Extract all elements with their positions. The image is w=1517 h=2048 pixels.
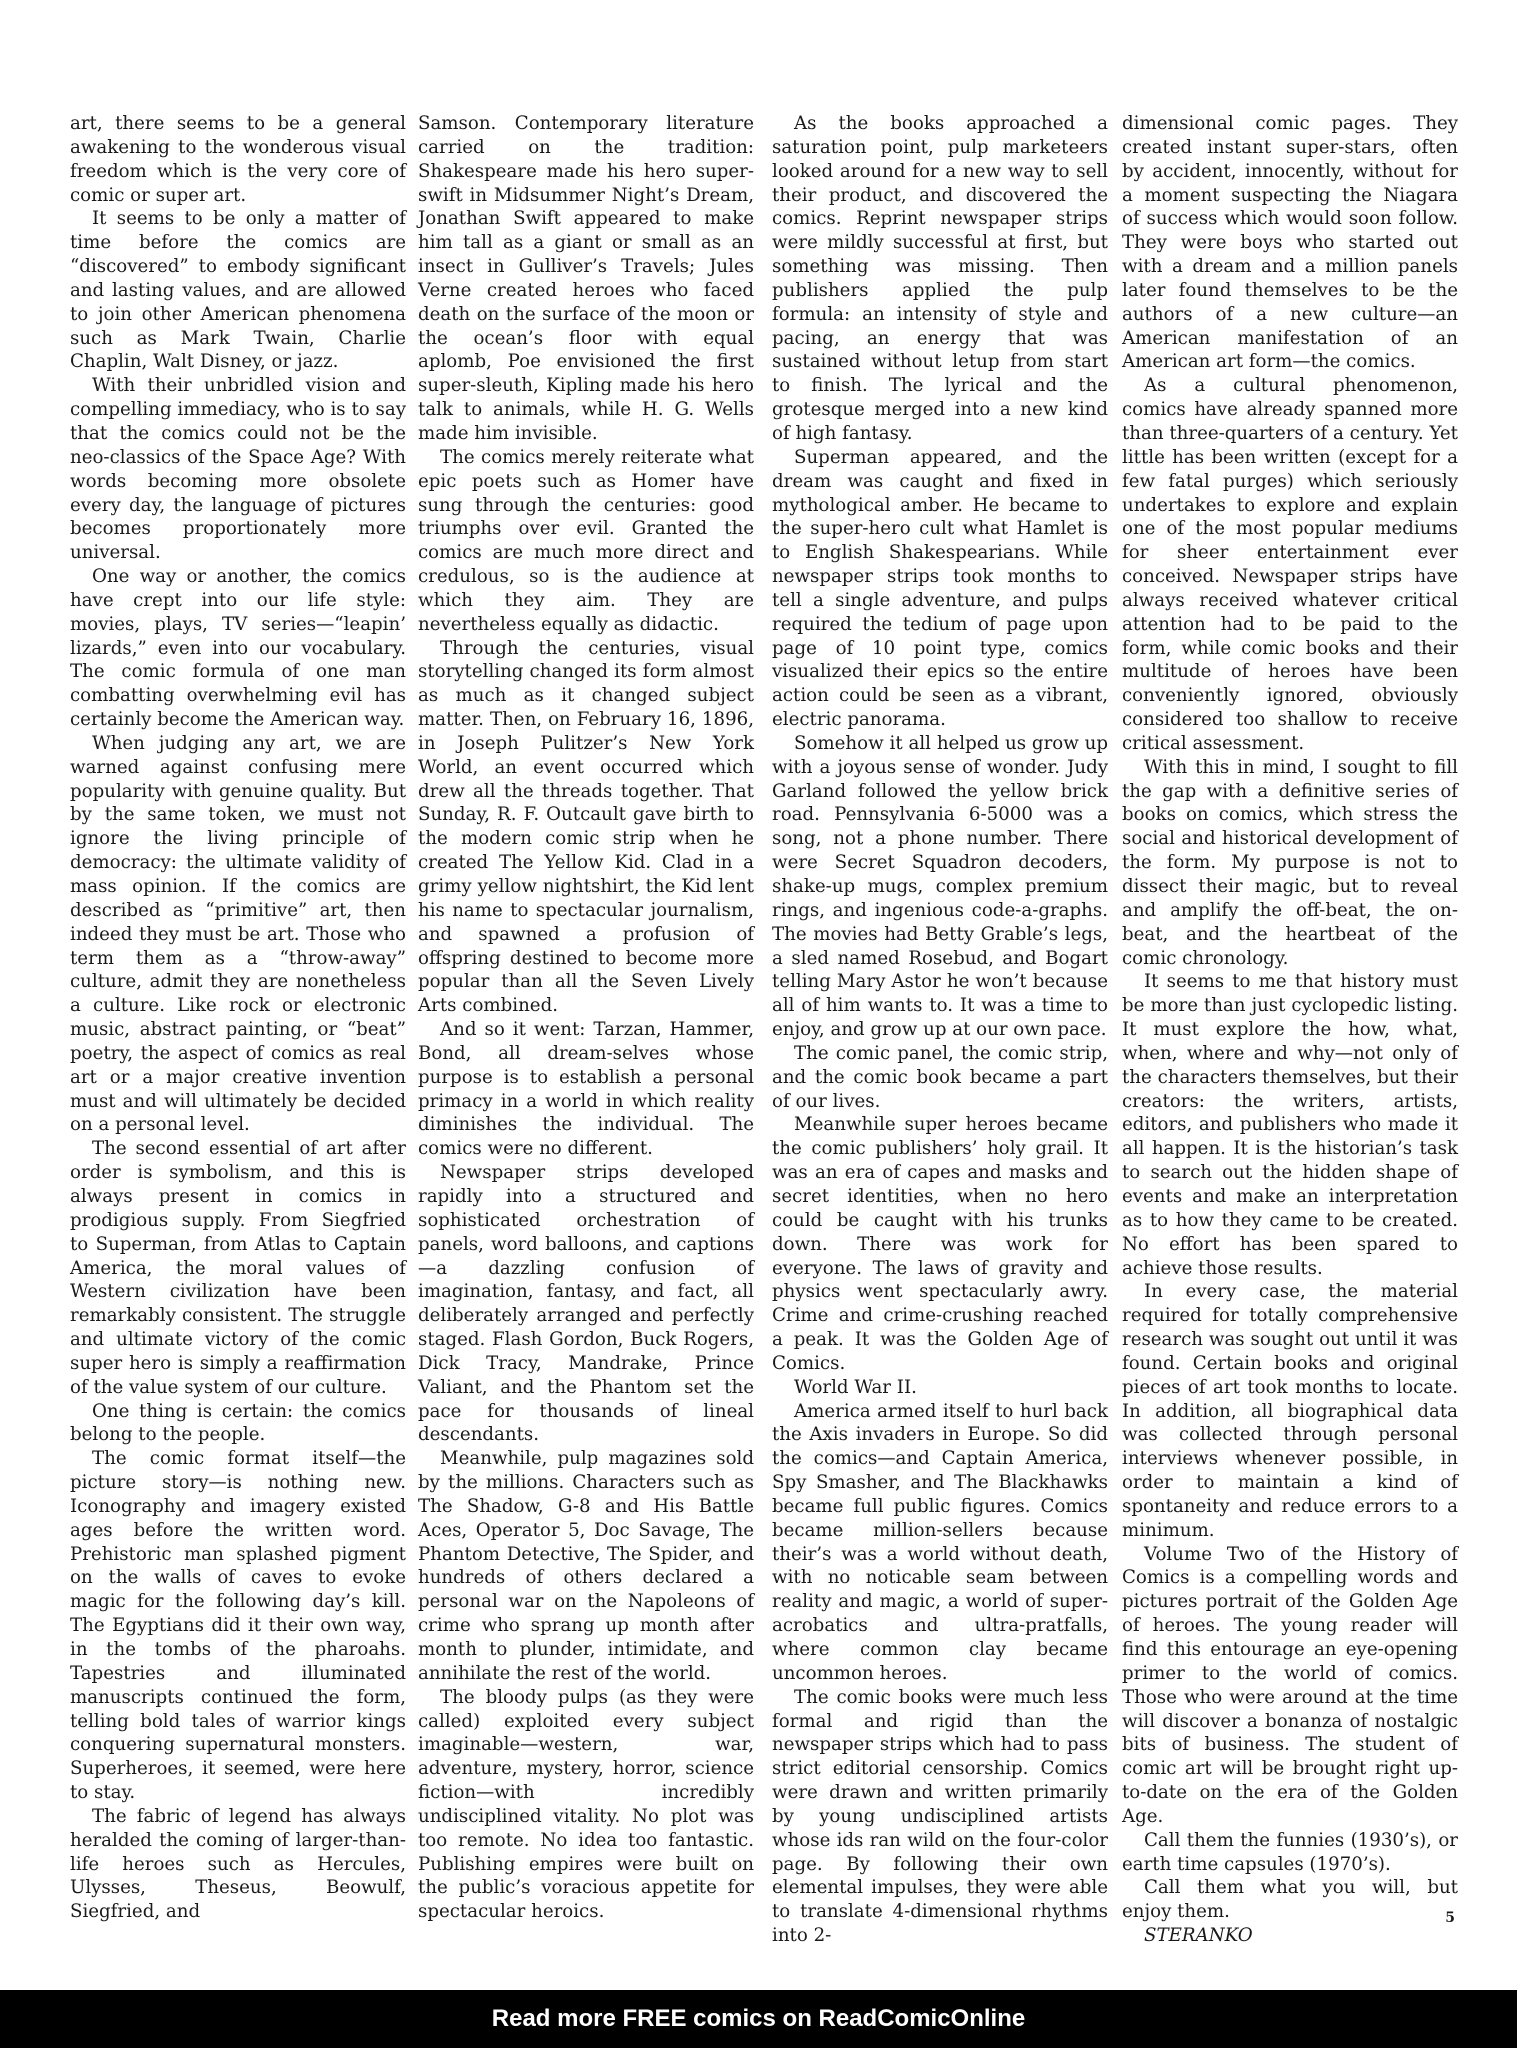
text-column-3 bbox=[772, 112, 1108, 1948]
paragraph: art, there seems to be a general awakening to the wonderous visual freedom which is the very core of comic or super art. bbox=[70, 113, 406, 206]
page-number: 5 bbox=[1445, 1910, 1455, 1926]
paragraph: With this in mind, I sought to fill the gap with a definitive series of books on comics, which stress the social and historical development of the form. My purpose is not to dissect their magic, but to reveal and amplify the off-beat, the on-beat, and the heartbeat of the comic chronology. bbox=[1122, 756, 1458, 969]
paragraph: Samson. Contemporary literature carried on the tradition: Shakespeare made his hero super-swift in Midsummer Night’s Dream, Jonathan Swift appeared to make him tall as a giant or small as an insect in Gulliver’s Travels; Jules Verne created heroes who faced death on the surface of the moon or the ocean’s floor with equal aplomb, Poe envisioned the first super-sleuth, Kipling made his hero talk to animals, while H. G. Wells made him invisible. bbox=[418, 113, 754, 444]
paragraph: America armed itself to hurl back the Axis invaders in Europe. So did the comics—and Captain America, Spy Smasher, and The Blackhawks became full public figures. Comics became million-sellers because their’s was a world without death, with no noticable seam between reality and magic, a world of super-acrobatics and ultra-pratfalls, where common clay became uncommon heroes. bbox=[772, 1400, 1108, 1684]
text-column-4 bbox=[1122, 112, 1458, 1948]
paragraph: dimensional comic pages. They created instant super-stars, often by accident, innocently, without for a moment suspecting the Niagara of success which would soon follow. They were boys who started out with a dream and a million panels later found themselves to be the authors of a new culture—an American manifestation of an American art form—the comics. bbox=[1122, 113, 1458, 373]
author-signature: STERANKO bbox=[1144, 1925, 1253, 1947]
text-column-2 bbox=[418, 112, 754, 1924]
paragraph: Superman appeared, and the dream was caught and fixed in mythological amber. He became to the super-hero cult what Hamlet is to English Shakespearians. While newspaper strips took months to tell a single adventure, and pulps required the tedium of page upon page of 10 point type, comics visualized their epics so the entire action could be seen as a vibrant, electric panorama. bbox=[772, 446, 1108, 731]
paragraph: In every case, the material required for totally comprehensive research was sought out until it was found. Certain books and original pieces of art took months to locate. In addition, all biographical data was collected through personal interviews whenever possible, in order to maintain a kind of spontaneity and reduce errors to a minimum. bbox=[1122, 1281, 1458, 1541]
paragraph: Meanwhile super heroes became the comic publishers’ holy grail. It was an era of capes and masks and secret identities, when no hero could be caught with his trunks down. There was work for everyone. The laws of gravity and physics went spectacularly awry. Crime and crime-crushing reached a peak. It was the Golden Age of Comics. bbox=[772, 1114, 1108, 1374]
paragraph: Call them what you will, but enjoy them. bbox=[1122, 1877, 1458, 1923]
paragraph: Newspaper strips developed rapidly into a structured and sophisticated orchestration of panels, word balloons, and captions—a dazzling confusion of imagination, fantasy, and fact, all deliberately arranged and perfectly staged. Flash Gordon, Buck Rogers, Dick Tracy, Mandrake, Prince Valiant, and the Phantom set the pace for thousands of lineal descendants. bbox=[418, 1162, 754, 1446]
paragraph: Somehow it all helped us grow up with a joyous sense of wonder. Judy Garland followed the yellow brick road. Pennsylvania 6-5000 was a song, not a phone number. There were Secret Squadron decoders, shake-up mugs, complex premium rings, and ingenious code-a-graphs. The movies had Betty Grable’s legs, a sled named Rosebud, and Bogart telling Mary Astor he won’t because all of him wants to. It was a time to enjoy, and grow up at our own pace. bbox=[772, 732, 1108, 1041]
paragraph: The comic panel, the comic strip, and the comic book became a part of our lives. bbox=[772, 1042, 1108, 1112]
paragraph: With their unbridled vision and compelling immediacy, who is to say that the comics could not be the neo-classics of the Space Age? With words becoming more obsolete every day, the language of pictures becomes proportionately more universal. bbox=[70, 375, 406, 564]
paragraph: When judging any art, we are warned against confusing mere popularity with genuine quality. But by the same token, we must not ignore the living principle of democracy: the ultimate validity of mass opinion. If the comics are described as “primitive” art, then indeed they must be art. Those who term them as a “throw-away” culture, admit they are nonetheless a culture. Like rock or electronic music, abstract painting, or “beat” poetry, the aspect of comics as real art or a major creative invention must and will ultimately be decided on a personal level. bbox=[70, 732, 406, 1136]
paragraph: Through the centuries, visual storytelling changed its form almost as much as it changed subject matter. Then, on February 16, 1896, in Joseph Pulitzer’s New York World, an event occurred which drew all the threads together. That Sunday, R. F. Outcault gave birth to the modern comic strip when he created The Yellow Kid. Clad in a grimy yellow nightshirt, the Kid lent his name to spectacular journalism, and spawned a profusion of offspring destined to become more popular than all the Seven Lively Arts combined. bbox=[418, 637, 754, 1017]
paragraph: Volume Two of the History of Comics is a compelling words and pictures portrait of the Golden Age of heroes. The young reader will find this entourage an eye-opening primer to the world of comics. Those who were around at the time will discover a bonanza of nostalgic bits of business. The student of comic art will be brought right up-to-date on the era of the Golden Age. bbox=[1122, 1543, 1458, 1827]
footer-banner[interactable] bbox=[0, 1990, 1517, 2048]
paragraph: World War II. bbox=[794, 1376, 917, 1398]
text-column-1 bbox=[70, 112, 406, 1924]
paragraph: As the books approached a saturation point, pulp marketeers looked around for a new way to sell their product, and discovered the comics. Reprint newspaper strips were mildly successful at first, but something was missing. Then publishers applied the pulp formula: an intensity of style and pacing, an energy that was sustained without letup from start to finish. The lyrical and the grotesque merged into a new kind of high fantasy. bbox=[772, 113, 1108, 444]
paragraph: It seems to me that history must be more than just cyclopedic listing. It must explore the how, what, when, where and why—not only of the characters themselves, but their creators: the writers, artists, editors, and publishers who made it all happen. It is the historian’s task to search out the hidden shape of events and make an interpretation as to how they came to be created. No effort has been spared to achieve those results. bbox=[1122, 971, 1458, 1279]
paragraph: The comics merely reiterate what epic poets such as Homer have sung through the centuries: good triumphs over evil. Granted the comics are much more direct and credulous, so is the audience at which they aim. They are nevertheless equally as didactic. bbox=[418, 446, 754, 635]
paragraph: Meanwhile, pulp magazines sold by the millions. Characters such as The Shadow, G-8 and His Battle Aces, Operator 5, Doc Savage, The Phantom Detective, The Spider, and hundreds of others declared a personal war on the Napoleons of crime who sprang up month after month to plunder, intimidate, and annihilate the rest of the world. bbox=[418, 1448, 754, 1684]
paragraph: And so it went: Tarzan, Hammer, Bond, all dream-selves whose purpose is to establish a personal primacy in a world in which reality diminishes the individual. The comics were no different. bbox=[418, 1019, 754, 1160]
paragraph: The comic format itself—the picture story—is nothing new. Iconography and imagery existed ages before the written word. Prehistoric man splashed pigment on the walls of caves to evoke magic for the following day’s kill. The Egyptians did it their own way, in the tombs of the pharoahs. Tapestries and illuminated manuscripts continued the form, telling bold tales of warrior kings conquering supernatural monsters. Superheroes, it seemed, were here to stay. bbox=[70, 1448, 406, 1804]
paragraph: Call them the funnies (1930’s), or earth time capsules (1970’s). bbox=[1122, 1829, 1458, 1875]
paragraph: As a cultural phenomenon, comics have already spanned more than three-quarters of a century. Yet little has been written (except for a few fatal purges) which seriously undertakes to explore and explain one of the most popular mediums for sheer entertainment ever conceived. Newspaper strips have always received whatever critical attention had to be paid to the form, while comic books and their multitude of heroes have been conveniently ignored, obviously considered too shallow to receive critical assessment. bbox=[1122, 375, 1458, 754]
paragraph: It seems to be only a matter of time before the comics are “discovered” to embody significant and lasting values, and are allowed to join other American phenomena such as Mark Twain, Charlie Chaplin, Walt Disney, or jazz. bbox=[70, 208, 406, 373]
paragraph: The fabric of legend has always heralded the coming of larger-than-life heroes such as Hercules, Ulysses, Theseus, Beowulf, Siegfried, and bbox=[70, 1805, 406, 1923]
paragraph: The second essential of art after order is symbolism, and this is always present in comics in prodigious supply. From Siegfried to Superman, from Atlas to Captain America, the moral values of Western civilization have been remarkably consistent. The struggle and ultimate victory of the comic super hero is simply a reaffirmation of the value system of our culture. bbox=[70, 1138, 406, 1398]
footer-banner-text[interactable]: Read more FREE comics on ReadComicOnline bbox=[491, 2005, 1026, 2032]
paragraph: One way or another, the comics have crept into our life style: movies, plays, TV series—“leapin’ lizards,” even into our vocabulary. The comic formula of one man combatting overwhelming evil has certainly become the American way. bbox=[70, 566, 406, 731]
paragraph: One thing is certain: the comics belong to the people. bbox=[70, 1400, 406, 1446]
paragraph: The bloody pulps (as they were called) exploited every subject imaginable—western, war, adventure, mystery, horror, science fiction—with incredibly undisciplined vitality. No plot was too remote. No idea too fantastic. Publishing empires were built on the public’s voracious appetite for spectacular heroics. bbox=[418, 1686, 754, 1923]
paragraph: The comic books were much less formal and rigid than the newspaper strips which had to pass strict editorial censorship. Comics were drawn and written primarily by young undisciplined artists whose ids ran wild on the four-color page. By following their own elemental impulses, they were able to translate 4-dimensional rhythms into 2- bbox=[772, 1686, 1108, 1947]
